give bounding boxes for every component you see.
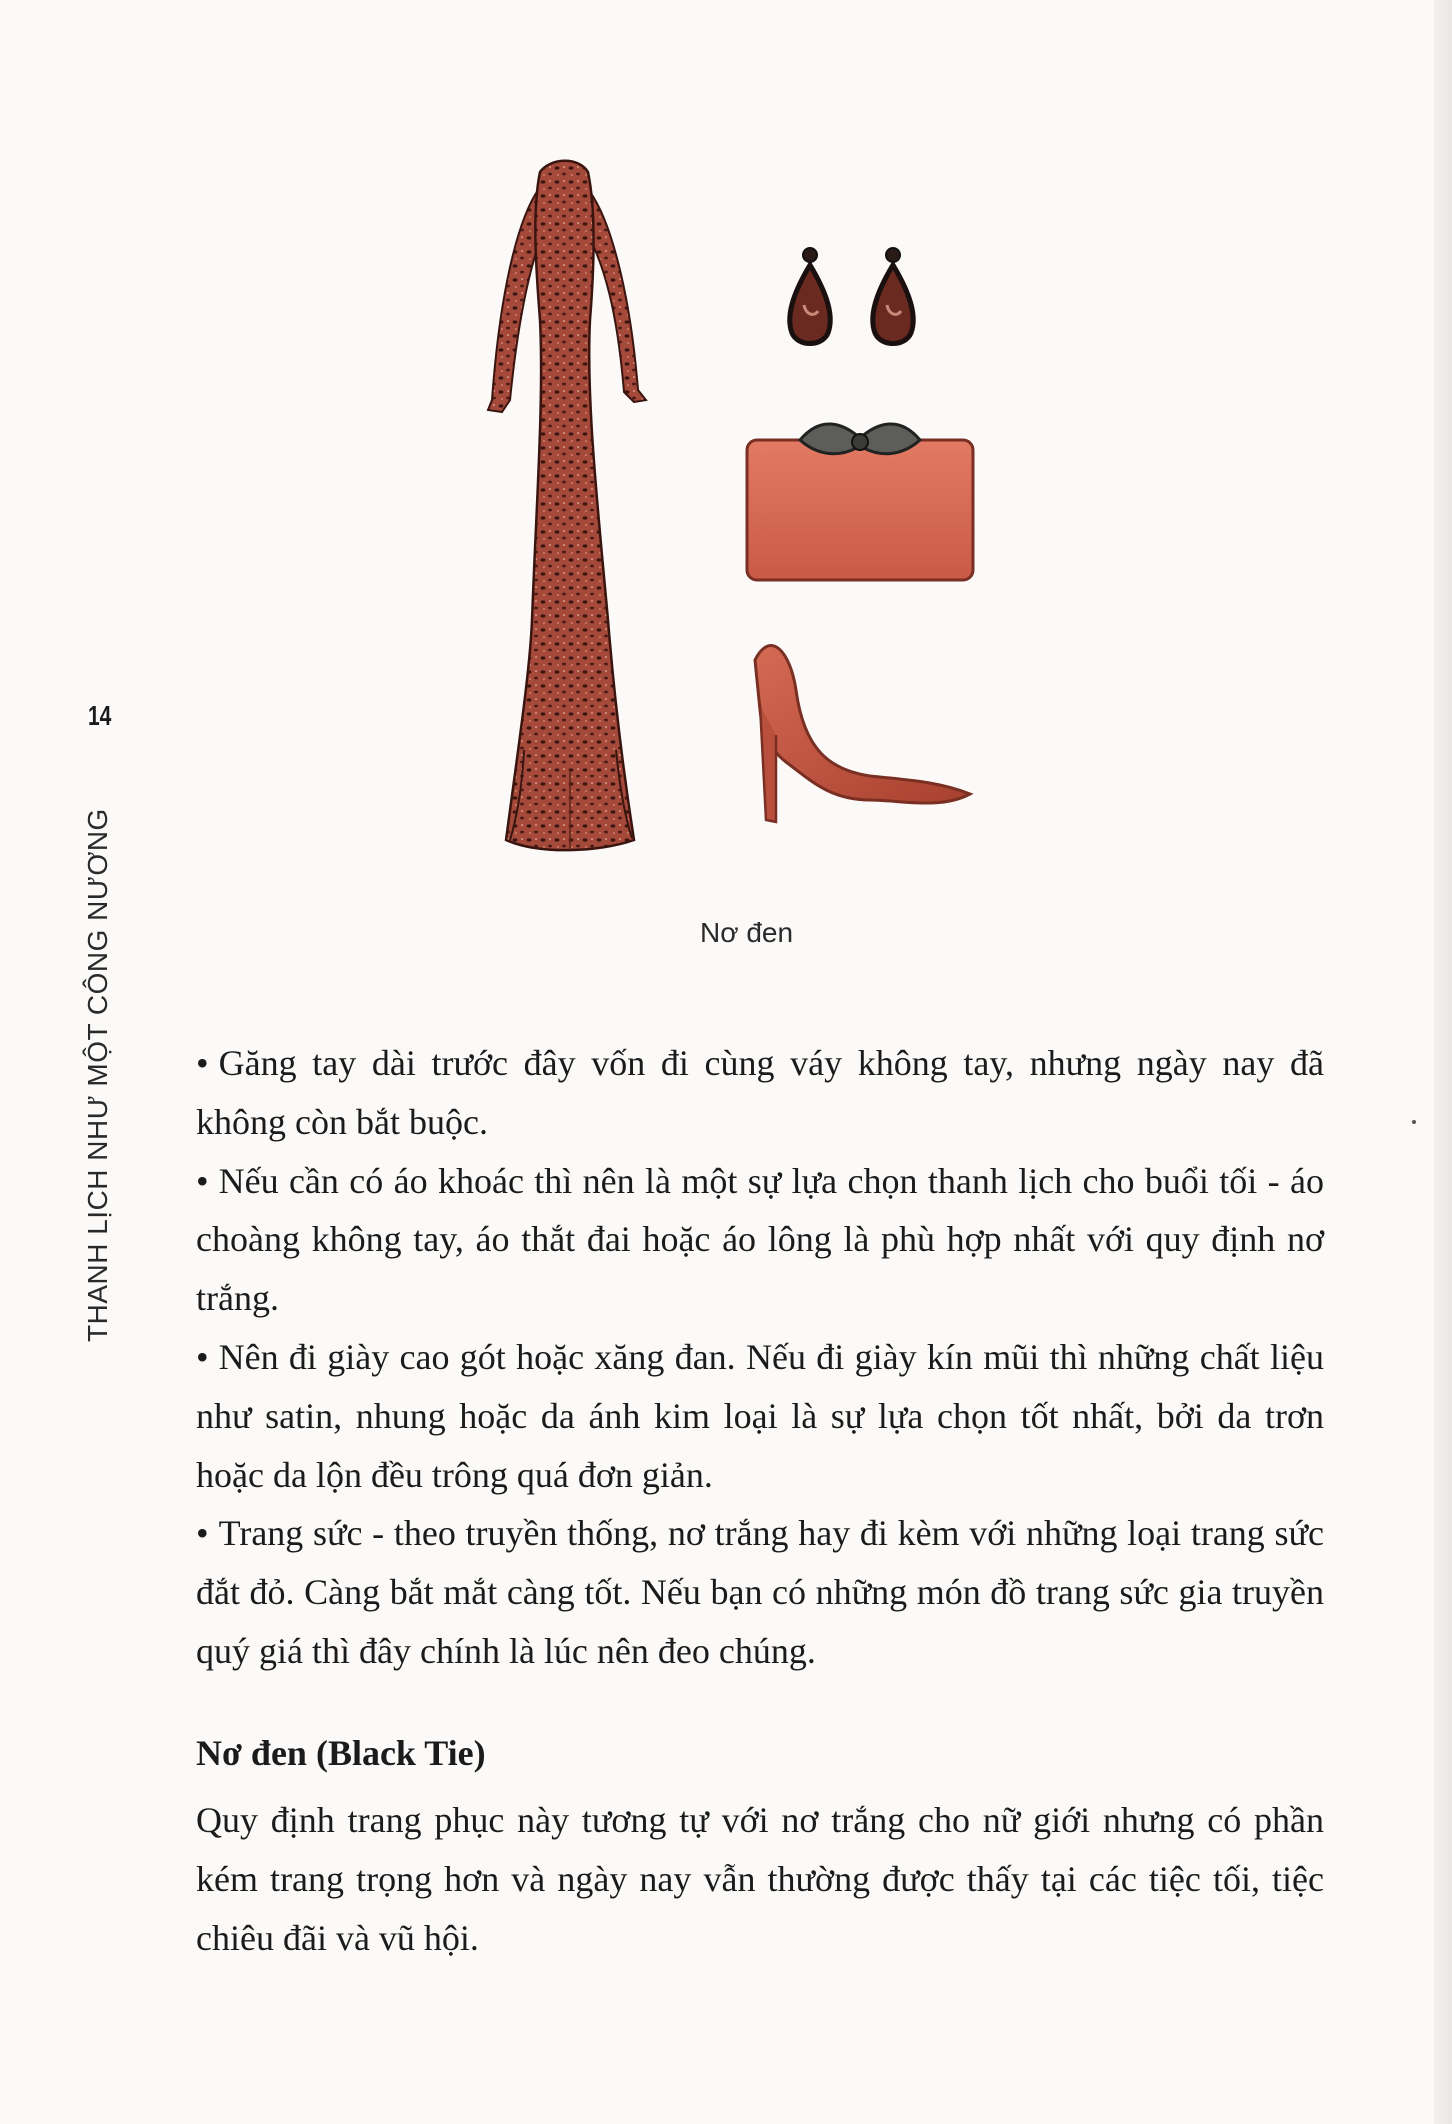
dress-illustration <box>488 161 646 850</box>
heel-illustration <box>755 646 970 822</box>
clutch-illustration <box>747 424 973 580</box>
bullet-symbol: • <box>196 1336 209 1377</box>
bullet-text: Găng tay dài trước đây vốn đi cùng váy không tay, nhưng ngày nay đã không còn bắt buộc. <box>196 1043 1324 1142</box>
bullet-text: Nên đi giày cao gót hoặc xăng đan. Nếu đi giày kín mũi thì những chất liệu như satin, nhung hoặc da ánh kim loại là sự lựa chọn tốt nhất, bởi da trơn hoặc da lộn đều trông quá đơn giản. <box>196 1336 1324 1495</box>
print-speck <box>1412 1120 1416 1124</box>
list-item <box>196 1504 1324 1680</box>
section-heading: Nơ đen (Black Tie) <box>196 1733 486 1773</box>
bullet-text: Nếu cần có áo khoác thì nên là một sự lựa chọn thanh lịch cho buổi tối - áo choàng không tay, áo thắt đai hoặc áo lông là phù hợp nhất với quy định nơ trắng. <box>196 1160 1324 1319</box>
page-edge <box>1434 0 1452 2124</box>
bullet-text: Trang sức - theo truyền thống, nơ trắng hay đi kèm với những loại trang sức đắt đỏ. Càng bắt mắt càng tốt. Nếu bạn có những món đồ trang sức gia truyền quý giá thì đây chính là lúc nên đeo chúng. <box>196 1513 1324 1671</box>
list-item <box>196 1328 1324 1504</box>
list-item <box>196 1034 1324 1152</box>
bullet-symbol: • <box>196 1160 209 1201</box>
earrings-illustration <box>790 248 914 344</box>
page-number: 14 <box>88 700 112 731</box>
section-paragraph: Quy định trang phục này tương tự với nơ trắng cho nữ giới nhưng có phần kém trang trọng hơn và ngày nay vẫn thường được thấy tại các tiệc tối, tiệc chiêu đãi và vũ hội. <box>196 1800 1324 1958</box>
running-title: THANH LỊCH NHƯ MỘT CÔNG NƯƠNG <box>82 808 113 1342</box>
bullet-symbol: • <box>196 1043 209 1083</box>
list-item <box>196 1152 1324 1328</box>
bullet-list <box>196 1034 1324 1681</box>
figure-caption: Nơ đen <box>700 917 794 948</box>
black-tie-outfit-illustration <box>470 150 1010 910</box>
bullet-symbol: • <box>196 1513 209 1554</box>
